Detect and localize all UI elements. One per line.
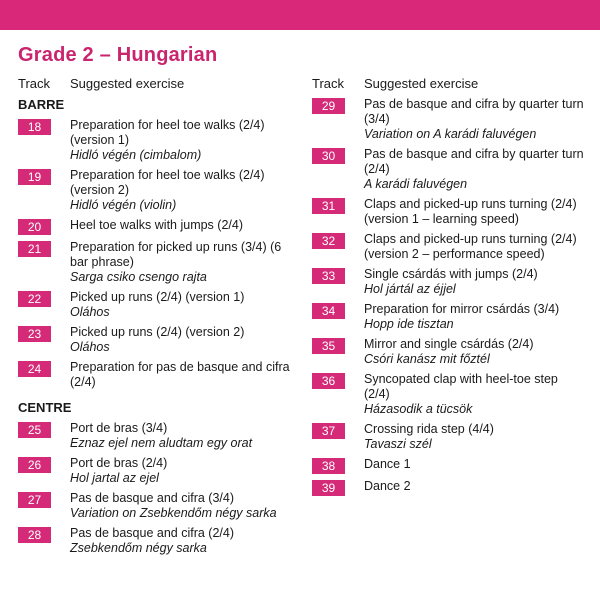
track-entry	[18, 491, 300, 521]
exercise-text	[70, 325, 300, 355]
exercise-title: Picked up runs (2/4) (version 1)	[70, 290, 245, 304]
exercise-title: Dance 2	[364, 479, 411, 493]
header-track: Track	[312, 76, 345, 91]
centre-list	[18, 421, 300, 556]
exercise-text	[364, 267, 584, 297]
track-entry	[312, 457, 594, 474]
track-entry	[18, 456, 300, 486]
track-entry	[312, 267, 594, 297]
track-entry	[312, 479, 594, 496]
exercise-text	[70, 240, 300, 285]
exercise-music-title: Oláhos	[70, 340, 110, 354]
exercise-text	[70, 491, 300, 521]
track-entry	[18, 325, 300, 355]
track-entry	[312, 302, 594, 332]
exercise-music-title: Házasodik a tücsök	[364, 402, 473, 416]
exercise-text	[364, 147, 584, 192]
track-number-badge: 26	[18, 457, 51, 473]
header-exercise: Suggested exercise	[364, 76, 479, 91]
exercise-text	[364, 197, 584, 227]
exercise-text	[70, 168, 300, 213]
track-entry	[18, 218, 300, 235]
right-column	[312, 75, 594, 501]
exercise-title: Preparation for mirror csárdás (3/4)	[364, 302, 560, 316]
exercise-music-title: Tavaszi szél	[364, 437, 432, 451]
track-number-badge: 20	[18, 219, 51, 235]
page-title: Grade 2 – Hungarian	[18, 44, 218, 66]
exercise-music-title: Variation on A karádi faluvégen	[364, 127, 537, 141]
exercise-text	[364, 232, 584, 262]
track-entry	[18, 421, 300, 451]
track-number-badge: 25	[18, 422, 51, 438]
column-header	[18, 75, 300, 93]
exercise-title: Crossing rida step (4/4)	[364, 422, 494, 436]
exercise-title: Dance 1	[364, 457, 411, 471]
track-entry	[312, 232, 594, 262]
track-number-badge: 32	[312, 233, 345, 249]
exercise-text	[364, 302, 584, 332]
barre-list	[18, 118, 300, 390]
exercise-title: Single csárdás with jumps (2/4)	[364, 267, 538, 281]
track-number-badge: 36	[312, 373, 345, 389]
track-number-badge: 19	[18, 169, 51, 185]
exercise-text	[70, 526, 300, 556]
exercise-title: Port de bras (3/4)	[70, 421, 168, 435]
exercise-title: Syncopated clap with heel-toe step (2/4)	[364, 372, 558, 401]
exercise-title: Preparation for heel toe walks (2/4) (version 1)	[70, 118, 265, 147]
column-header	[312, 75, 594, 93]
exercise-text	[70, 290, 300, 320]
track-entry	[18, 240, 300, 285]
track-number-badge: 39	[312, 480, 345, 496]
exercise-music-title: Oláhos	[70, 305, 110, 319]
exercise-text	[364, 457, 584, 472]
track-entry	[312, 147, 594, 192]
track-number-badge: 28	[18, 527, 51, 543]
track-number-badge: 34	[312, 303, 345, 319]
track-number-badge: 18	[18, 119, 51, 135]
track-entry	[18, 360, 300, 390]
exercise-text	[70, 360, 300, 390]
section-barre: BARRE	[18, 97, 65, 112]
right-list	[312, 97, 594, 496]
exercise-text	[364, 337, 584, 367]
exercise-music-title: Csóri kanász mit főztél	[364, 352, 490, 366]
exercise-music-title: Eznaz ejel nem aludtam egy orat	[70, 436, 253, 450]
track-number-badge: 38	[312, 458, 345, 474]
track-number-badge: 30	[312, 148, 345, 164]
track-number-badge: 37	[312, 423, 345, 439]
track-entry	[312, 372, 594, 417]
top-color-band	[0, 0, 600, 30]
exercise-title: Claps and picked-up runs turning (2/4) (version 1 – learning speed)	[364, 197, 577, 226]
exercise-title: Preparation for picked up runs (3/4) (6 bar phrase)	[70, 240, 282, 269]
exercise-title: Claps and picked-up runs turning (2/4) (version 2 – performance speed)	[364, 232, 577, 261]
exercise-music-title: Hol jartal az ejel	[70, 471, 159, 485]
exercise-title: Preparation for heel toe walks (2/4) (version 2)	[70, 168, 265, 197]
exercise-text	[70, 456, 300, 486]
track-number-badge: 31	[312, 198, 345, 214]
track-entry	[18, 526, 300, 556]
exercise-music-title: Zsebkendőm négy sarka	[70, 541, 207, 555]
exercise-music-title: Hidló végén (cimbalom)	[70, 148, 202, 162]
left-column	[18, 75, 300, 561]
track-entry	[18, 168, 300, 213]
exercise-title: Heel toe walks with jumps (2/4)	[70, 218, 243, 232]
exercise-text	[70, 118, 300, 163]
track-number-badge: 22	[18, 291, 51, 307]
track-number-badge: 33	[312, 268, 345, 284]
exercise-title: Picked up runs (2/4) (version 2)	[70, 325, 245, 339]
exercise-text	[70, 218, 300, 233]
track-number-badge: 23	[18, 326, 51, 342]
exercise-title: Pas de basque and cifra (3/4)	[70, 491, 234, 505]
exercise-text	[364, 422, 584, 452]
track-entry	[18, 290, 300, 320]
exercise-text	[364, 479, 584, 494]
track-number-badge: 24	[18, 361, 51, 377]
exercise-music-title: Hidló végén (violin)	[70, 198, 177, 212]
exercise-music-title: A karádi faluvégen	[364, 177, 468, 191]
exercise-text	[364, 372, 584, 417]
track-entry	[18, 118, 300, 163]
exercise-text	[70, 421, 300, 451]
exercise-title: Mirror and single csárdás (2/4)	[364, 337, 534, 351]
exercise-text	[364, 97, 584, 142]
exercise-music-title: Sarga csiko csengo rajta	[70, 270, 207, 284]
exercise-music-title: Hopp ide tisztan	[364, 317, 454, 331]
track-entry	[312, 337, 594, 367]
exercise-title: Port de bras (2/4)	[70, 456, 168, 470]
track-number-badge: 27	[18, 492, 51, 508]
exercise-title: Preparation for pas de basque and cifra (2/4)	[70, 360, 290, 389]
header-track: Track	[18, 76, 51, 91]
track-number-badge: 21	[18, 241, 51, 257]
exercise-title: Pas de basque and cifra by quarter turn (2/4)	[364, 147, 584, 176]
exercise-music-title: Variation on Zsebkendőm négy sarka	[70, 506, 277, 520]
exercise-title: Pas de basque and cifra by quarter turn (3/4)	[364, 97, 584, 126]
header-exercise: Suggested exercise	[70, 76, 185, 91]
track-entry	[312, 197, 594, 227]
track-entry	[312, 422, 594, 452]
section-centre: CENTRE	[18, 400, 72, 415]
track-number-badge: 35	[312, 338, 345, 354]
exercise-title: Pas de basque and cifra (2/4)	[70, 526, 234, 540]
track-entry	[312, 97, 594, 142]
exercise-music-title: Hol jártál az éjjel	[364, 282, 456, 296]
track-number-badge: 29	[312, 98, 345, 114]
